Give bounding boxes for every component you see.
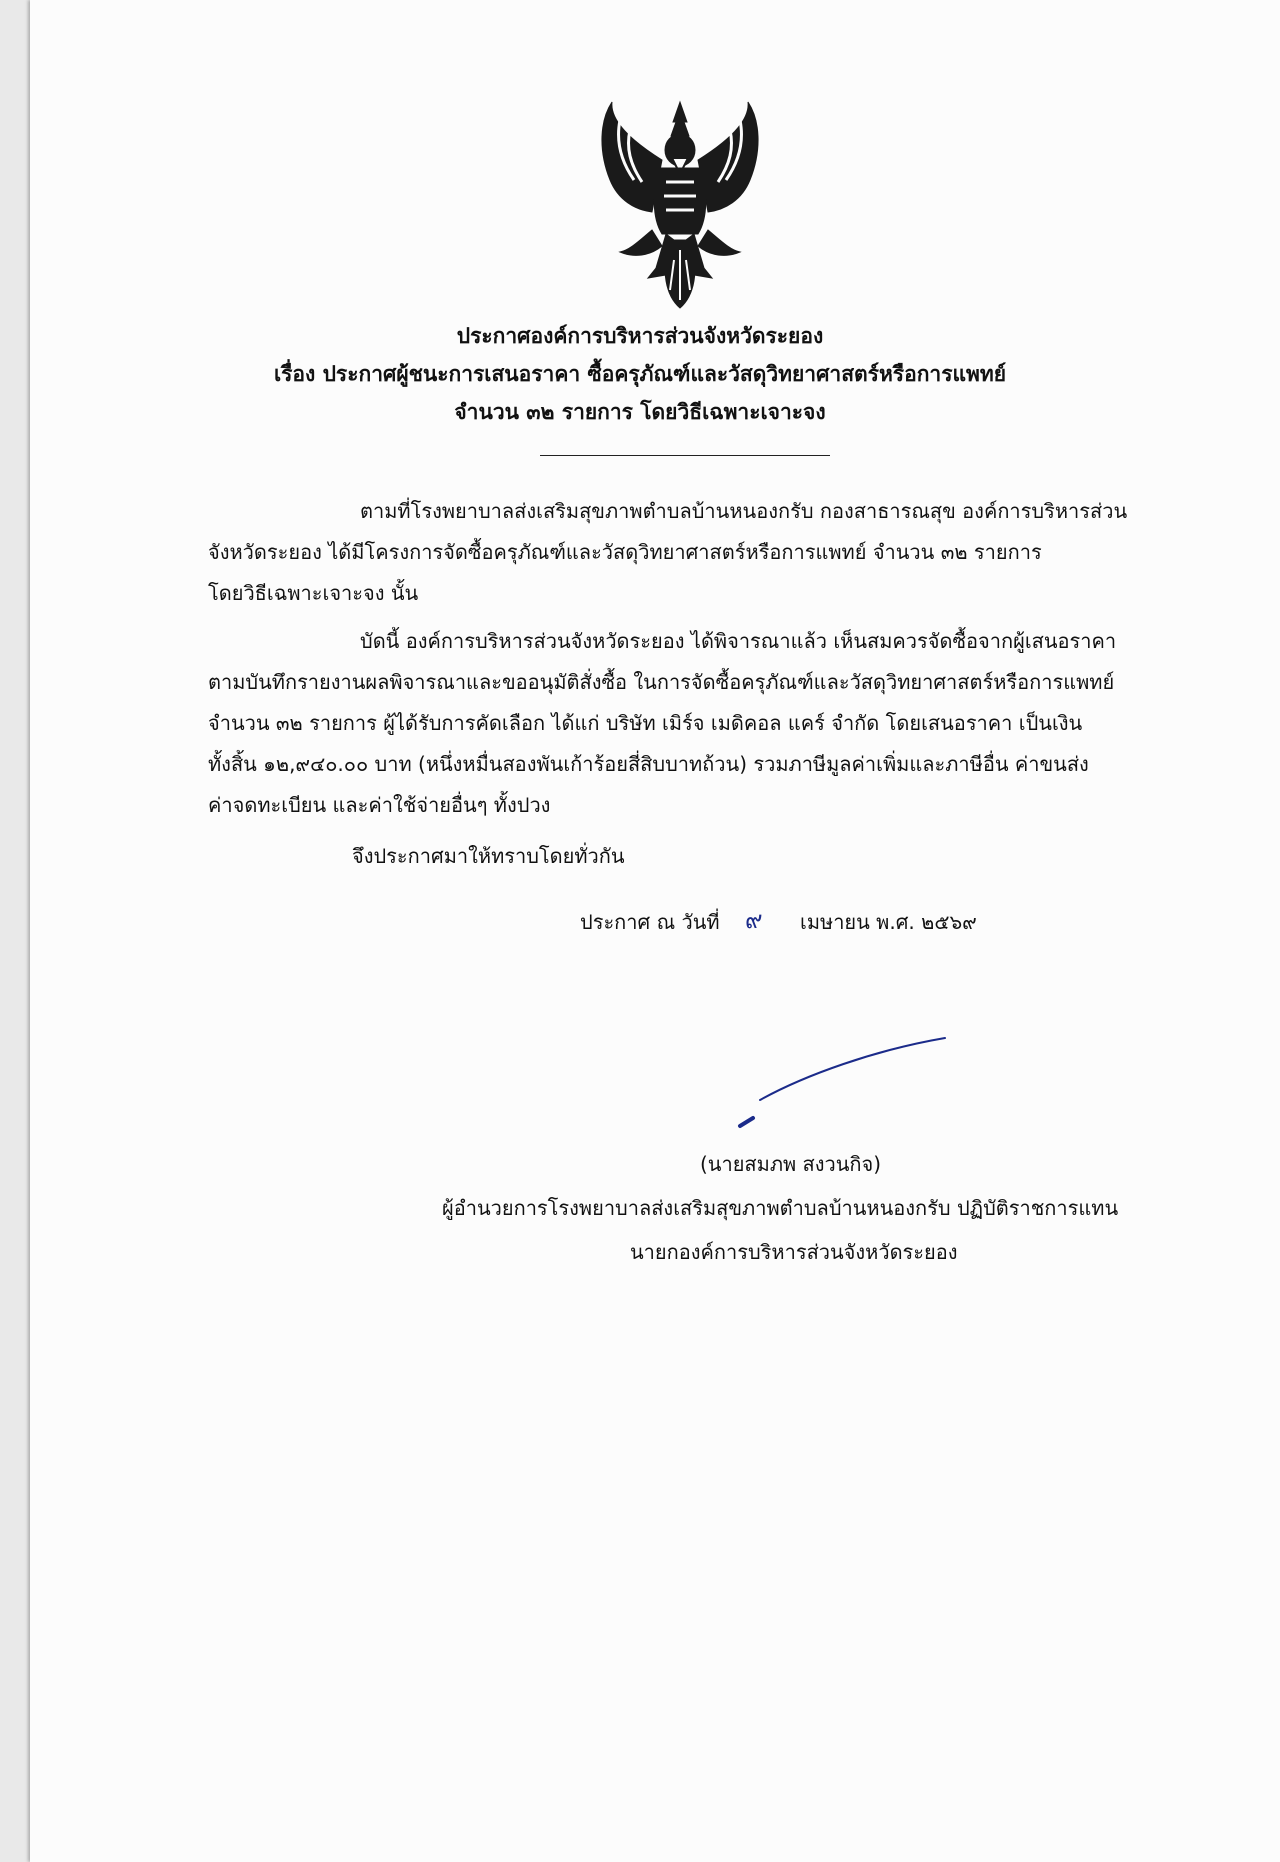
garuda-emblem-icon [590, 100, 770, 310]
paragraph2-line2: ตามบันทึกรายงานผลพิจารณาและขออนุมัติสั่งซื้อ ในการจัดซื้อครุภัณฑ์และวัสดุวิทยาศาสตร์หรือการแพทย์ [208, 670, 1115, 694]
date-prefix: ประกาศ ณ วันที่ [580, 910, 720, 934]
paragraph1-line2: จังหวัดระยอง ได้มีโครงการจัดซื้อครุภัณฑ์และวัสดุวิทยาศาสตร์หรือการแพทย์ จำนวน ๓๒ รายการ [208, 540, 1042, 564]
signature-mark [735, 1030, 950, 1130]
announcement-title: ประกาศองค์การบริหารส่วนจังหวัดระยอง [456, 324, 824, 348]
announcement-subject: เรื่อง ประกาศผู้ชนะการเสนอราคา ซื้อครุภัณฑ์และวัสดุวิทยาศาสตร์หรือการแพทย์ [273, 362, 1007, 386]
signer-name: (นายสมภพ สงวนกิจ) [700, 1152, 882, 1176]
closing-statement: จึงประกาศมาให้ทราบโดยทั่วกัน [352, 844, 625, 868]
paragraph1-line1: ตามที่โรงพยาบาลส่งเสริมสุขภาพตำบลบ้านหนองกรับ กองสาธารณสุข องค์การบริหารส่วน [360, 499, 1128, 523]
paragraph1-line3: โดยวิธีเฉพาะเจาะจง นั้น [208, 581, 419, 605]
signer-title-line2: นายกองค์การบริหารส่วนจังหวัดระยอง [630, 1240, 958, 1264]
signer-title-line1: ผู้อำนวยการโรงพยาบาลส่งเสริมสุขภาพตำบลบ้านหนองกรับ ปฏิบัติราชการแทน [442, 1196, 1119, 1220]
paragraph2-line3: จำนวน ๓๒ รายการ ผู้ได้รับการคัดเลือก ได้แก่ บริษัท เมิร์จ เมดิคอล แคร์ จำกัด โดยเสนอราคา เป็นเงิน [208, 711, 1083, 735]
announcement-subject-cont: จำนวน ๓๒ รายการ โดยวิธีเฉพาะเจาะจง [454, 400, 826, 424]
paragraph2-line1: บัดนี้ องค์การบริหารส่วนจังหวัดระยอง ได้พิจารณาแล้ว เห็นสมควรจัดซื้อจากผู้เสนอราคา [360, 629, 1117, 653]
paragraph2-line5: ค่าจดทะเบียน และค่าใช้จ่ายอื่นๆ ทั้งปวง [208, 793, 551, 817]
date-month-year: เมษายน พ.ศ. ๒๕๖๙ [800, 910, 977, 934]
paragraph2-line4: ทั้งสิ้น ๑๒,๙๔๐.๐๐ บาท (หนึ่งหมื่นสองพันเก้าร้อยสี่สิบบาทถ้วน) รวมภาษีมูลค่าเพิ่มและภาษีอื่น ค่าขนส่ง [208, 752, 1089, 776]
date-day: ๙ [745, 906, 763, 934]
header-divider [540, 455, 830, 456]
